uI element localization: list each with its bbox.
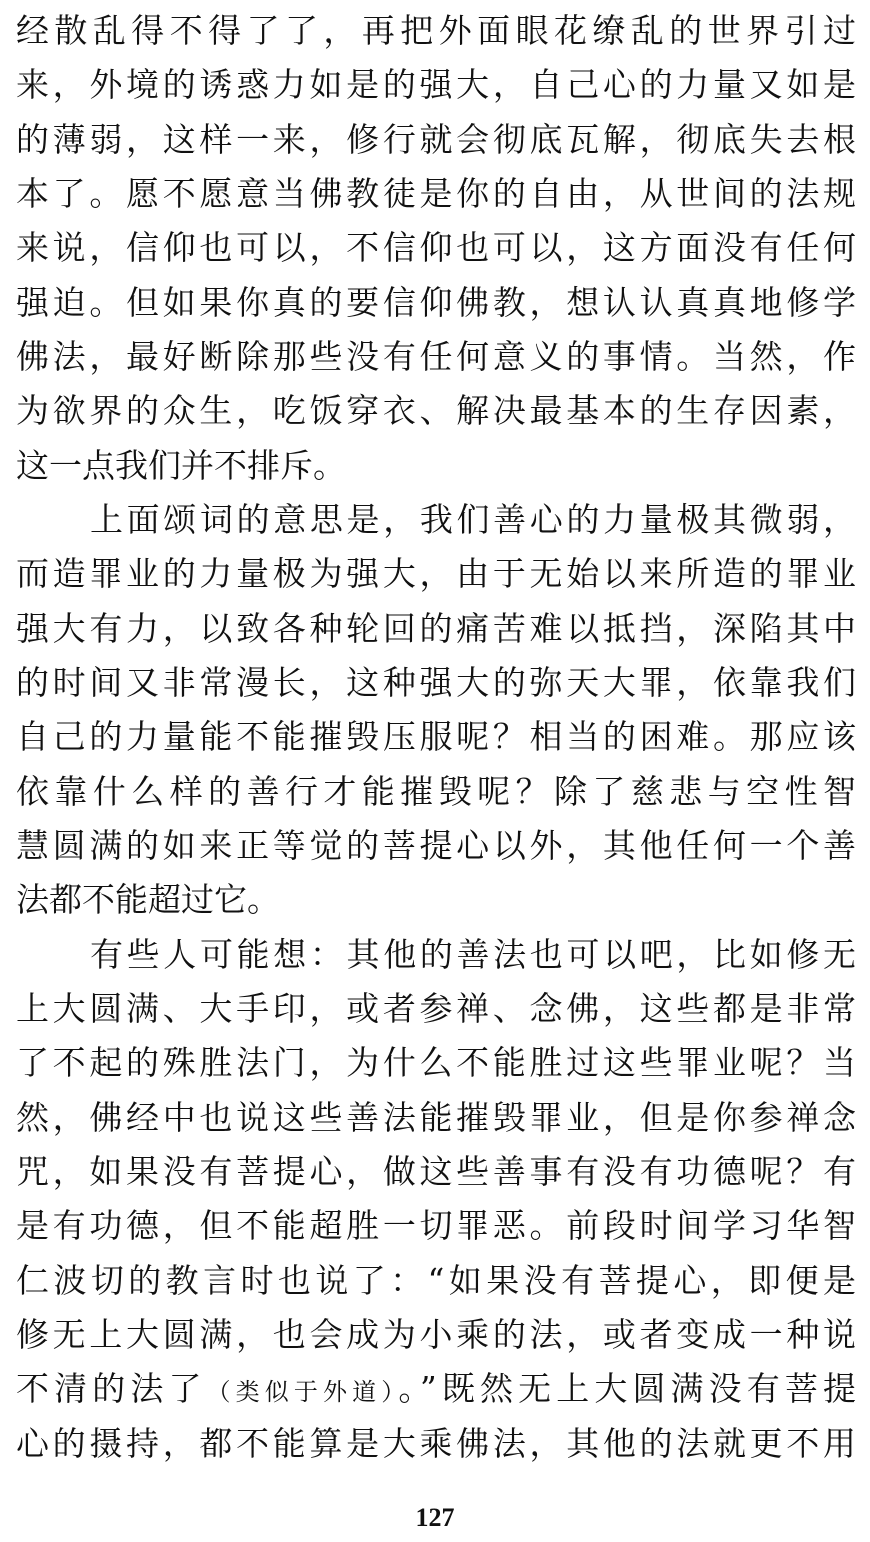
text-line: 本了。愿不愿意当佛教徒是你的自由，从世间的法规: [16, 173, 856, 213]
text-line: 了不起的殊胜法门，为什么不能胜过这些罪业呢？当: [16, 1043, 856, 1083]
inline-annotation: （类似于外道）: [206, 1378, 399, 1407]
text-line: 佛法，最好断除那些没有任何意义的事情。当然，作: [16, 336, 856, 376]
text-line: 自己的力量能不能摧毁压服呢？相当的困难。那应该: [16, 717, 856, 757]
text-line: 有些人可能想：其他的善法也可以吧，比如修无: [90, 934, 856, 974]
text-line: 上面颂词的意思是，我们善心的力量极其微弱，: [90, 499, 856, 539]
text-line: 来说，信仰也可以，不信仰也可以，这方面没有任何: [16, 228, 856, 268]
text-segment: 不清的法了: [16, 1369, 207, 1409]
text-line: 法都不能超过它。: [16, 880, 280, 920]
text-line: 上大圆满、大手印，或者参禅、念佛，这些都是非常: [16, 988, 856, 1028]
text-line: 经散乱得不得了了，再把外面眼花缭乱的世界引过: [16, 11, 856, 50]
text-line: 这一点我们并不排斥。: [16, 445, 346, 485]
text-line: 而造罪业的力量极为强大，由于无始以来所造的罪业: [16, 554, 856, 594]
text-line: 修无上大圆满，也会成为小乘的法，或者变成一种说: [16, 1314, 856, 1354]
text-line: 强迫。但如果你真的要信仰佛教，想认认真真地修学: [16, 282, 856, 322]
text-line: 依靠什么样的善行才能摧毁呢？除了慈悲与空性智: [16, 771, 856, 811]
text-line-with-annotation: [16, 1362, 856, 1416]
text-line: 咒，如果没有菩提心，做这些善事有没有功德呢？有: [16, 1151, 856, 1191]
text-line: 是有功德，但不能超胜一切罪恶。前段时间学习华智: [16, 1206, 856, 1246]
text-line: 仁波切的教言时也说了：“如果没有菩提心，即便是: [16, 1260, 856, 1300]
body-text: [16, 4, 856, 1471]
text-line: 然，佛经中也说这些善法能摧毁罪业，但是你参禅念: [16, 1097, 856, 1137]
text-line: 的薄弱，这样一来，修行就会彻底瓦解，彻底失去根: [16, 119, 856, 159]
text-line: 来，外境的诱惑力如是的强大，自己心的力量又如是: [16, 65, 856, 105]
text-line: 慧圆满的如来正等觉的菩提心以外，其他任何一个善: [16, 825, 856, 865]
page-number: 127: [415, 1503, 455, 1532]
text-line: 的时间又非常漫长，这种强大的弥天大罪，依靠我们: [16, 662, 856, 702]
text-line: 为欲界的众生，吃饭穿衣、解决最基本的生存因素，: [16, 391, 856, 431]
text-line: 心的摄持，都不能算是大乘佛法，其他的法就更不用: [16, 1423, 856, 1463]
text-segment: 。”既然无上大圆满没有菩提: [398, 1369, 856, 1409]
text-line: 强大有力，以致各种轮回的痛苦难以抵挡，深陷其中: [16, 608, 856, 648]
